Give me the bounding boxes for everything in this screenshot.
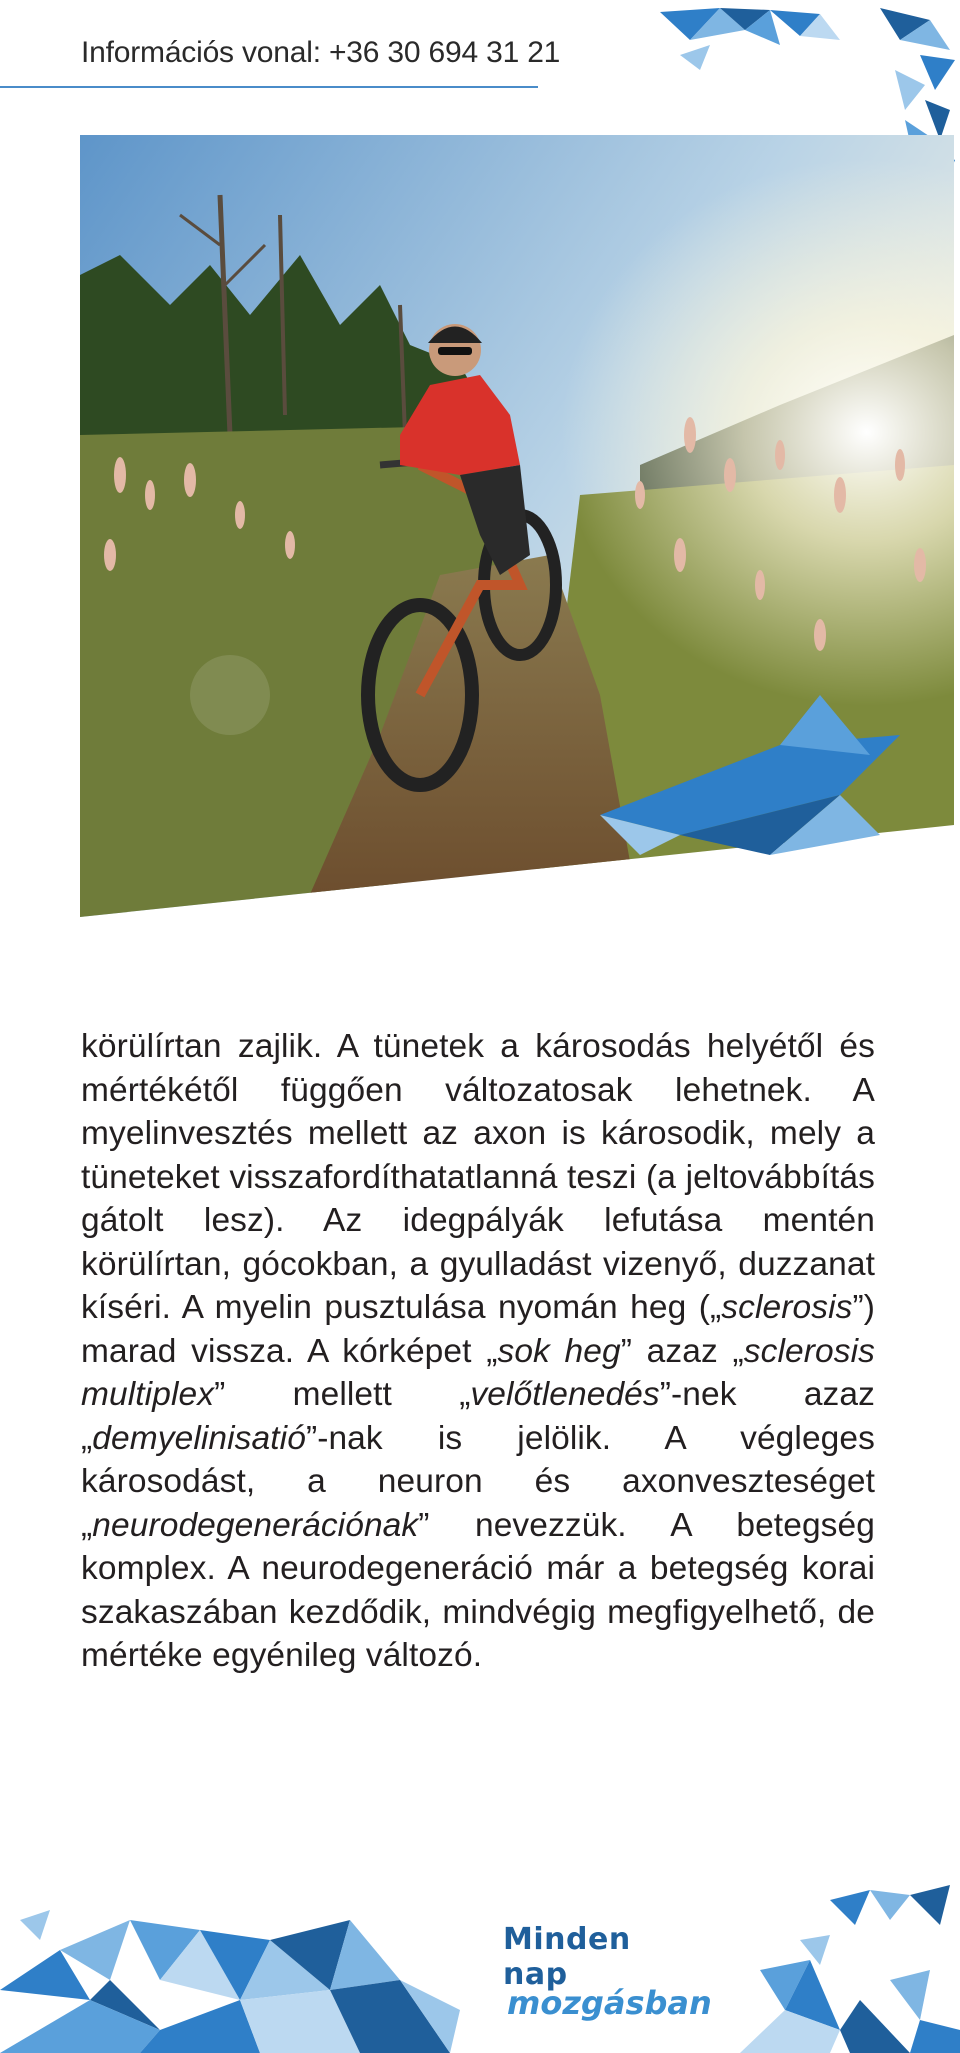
bottom-right-polygon-decoration (740, 1880, 960, 2053)
info-line: Információs vonal: +36 30 694 31 21 (81, 36, 561, 69)
bottom-left-polygon-decoration (0, 1880, 520, 2053)
text-run: körülírtan zajlik. A tünetek a károsodás helyétől és mértékétől függően változatosak lehetnek. A myelinvesztés mellett az axon is károsodik, mely a tüneteket visszafordíthatatlanná teszi (a jeltovábbítás gátolt lesz). Az idegpályák lefutása mentén körülírtan, gócokban, a gyulladást vizenyő, duzzanat kíséri. A myelin pusztulása nyomán heg („ (81, 1028, 875, 1326)
logo-line-1: Minden nap (503, 1922, 631, 1992)
photo-mountain-biker (80, 135, 954, 917)
text-run: ”-nek azaz „ (81, 1376, 875, 1457)
logo-line-2: mozgásban (507, 1984, 712, 2022)
text-run: ” mellett „ (214, 1376, 471, 1413)
italic-term: sclerosis (721, 1289, 853, 1326)
minden-nap-mozgasban-logo (503, 1922, 712, 2022)
italic-term: demyelinisatió (92, 1419, 306, 1457)
text-run: ” nevezzük. A betegség komplex. A neurodegeneráció már a betegség korai szakaszában kezdődik, mindvégig megfigyelhető, de mértéke egyénileg változó. (81, 1506, 875, 1674)
header-divider (0, 86, 538, 88)
italic-term: sclerosis multiplex (81, 1332, 875, 1413)
text-run: ”-nak is jelölik. A végleges károsodást, a neuron és axonveszteséget „ (81, 1419, 875, 1544)
text-run: ” azaz „ (620, 1332, 744, 1370)
italic-term: sok heg (497, 1332, 621, 1370)
italic-term: velőtlenedés (470, 1376, 660, 1413)
italic-term: neurodegenerációnak (92, 1506, 419, 1544)
body-paragraph (81, 1025, 875, 1678)
text-run: ”) marad vissza. A kórképet „ (81, 1289, 875, 1370)
body-text-block (81, 1025, 875, 1678)
